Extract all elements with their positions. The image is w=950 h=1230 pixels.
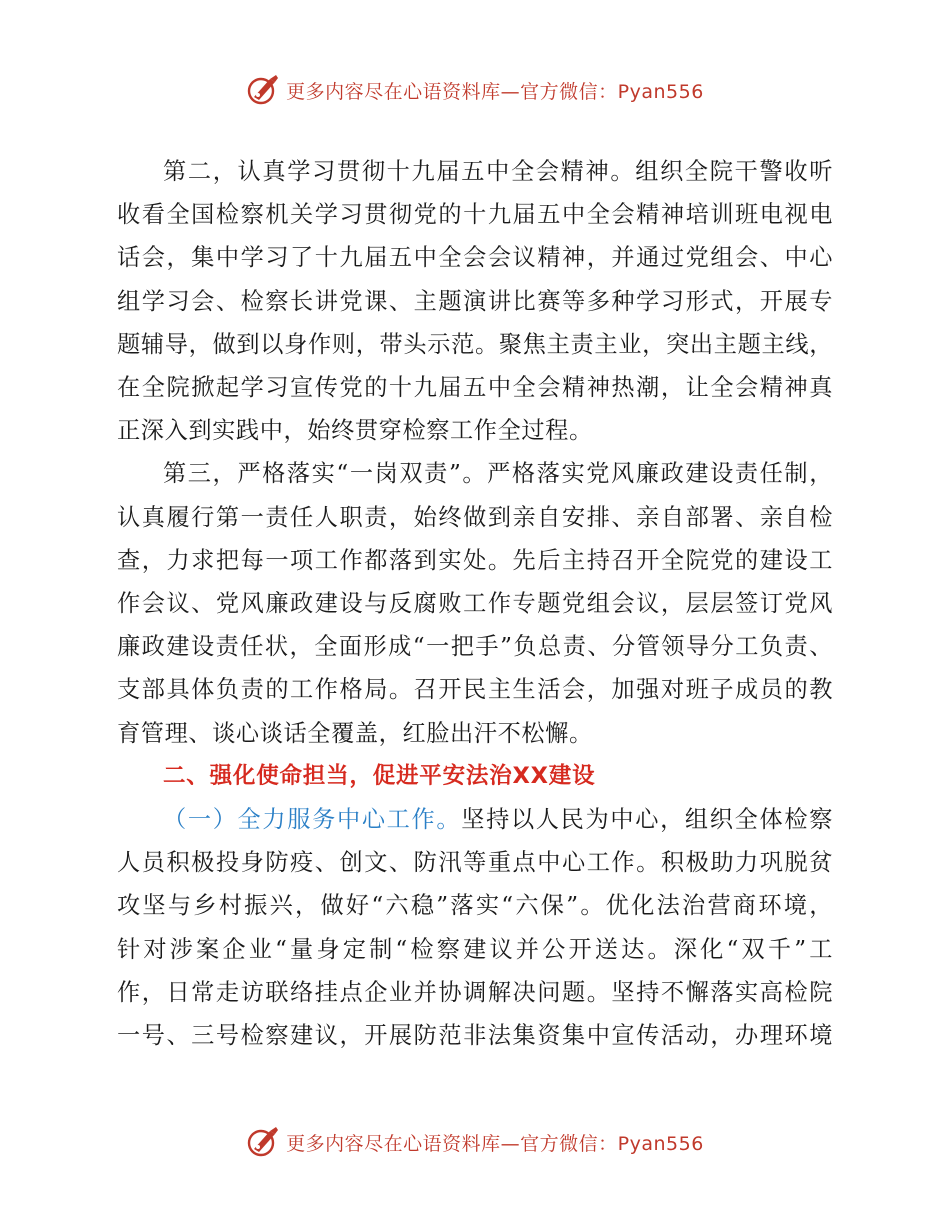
pen-logo-icon bbox=[246, 1125, 282, 1159]
text-line: 一号、三号检察建议，开展防范非法集资集中宣传活动，办理环境 bbox=[117, 1022, 833, 1050]
paragraph-second bbox=[117, 150, 833, 452]
text-line: 人员积极投身防疫、创文、防汛等重点中心工作。积极助力巩脱贫 bbox=[117, 849, 833, 877]
text-line: 第二，认真学习贯彻十九届五中全会精神。组织全院干警收听 bbox=[163, 158, 833, 185]
text-line: 廉政建设责任状，全面形成“一把手”负总责、分管领导分工负责、 bbox=[117, 633, 833, 661]
text-line: 话会，集中学习了十九届五中全会会议精神，并通过党组会、中心 bbox=[117, 244, 833, 272]
text-line: 查，力求把每一项工作都落到实处。先后主持召开全院党的建设工 bbox=[117, 546, 833, 574]
text-line: 针对涉案企业“量身定制“检察建议并公开送达。深化“双千”工 bbox=[117, 935, 833, 963]
document-body bbox=[117, 150, 833, 1057]
pen-logo-icon bbox=[246, 73, 282, 107]
text-line: 作，日常走访联络挂点企业并协调解决问题。坚持不懈落实高检院 bbox=[117, 978, 833, 1006]
subsection-title: （一）全力服务中心工作。 bbox=[163, 806, 462, 834]
text-line: 攻坚与乡村振兴，做好“六稳”落实“六保”。优化法治营商环境， bbox=[117, 892, 833, 920]
text-line: 认真履行第一责任人职责，始终做到亲自安排、亲自部署、亲自检 bbox=[117, 503, 833, 531]
paragraph-third bbox=[117, 452, 833, 754]
watermark-text: 更多内容尽在心语资料库—官方微信：Pyan556 bbox=[286, 1132, 704, 1155]
watermark-text: 更多内容尽在心语资料库—官方微信：Pyan556 bbox=[286, 80, 704, 103]
watermark-footer bbox=[0, 1122, 950, 1162]
text-line: 育管理、谈心谈话全覆盖，红脸出汗不松懈。 bbox=[117, 719, 593, 747]
text-line: 组学习会、检察长讲党课、主题演讲比赛等多种学习形式，开展专 bbox=[117, 287, 833, 315]
text-line: 支部具体负责的工作格局。召开民主生活会，加强对班子成员的教 bbox=[117, 676, 833, 704]
text-line: 正深入到实践中，始终贯穿检察工作全过程。 bbox=[117, 417, 593, 445]
text-fragment: 坚持以人民为中心，组织全体检察 bbox=[461, 806, 833, 834]
text-line-with-subheading bbox=[117, 798, 833, 841]
paragraph-subsection-one bbox=[117, 798, 833, 1057]
text-line: 第三，严格落实“一岗双责”。严格落实党风廉政建设责任制， bbox=[163, 460, 833, 488]
text-line: 在全院掀起学习宣传党的十九届五中全会精神热潮，让全会精神真 bbox=[117, 374, 833, 402]
watermark-header bbox=[0, 70, 950, 110]
text-line: 题辅导，做到以身作则，带头示范。聚焦主责主业，突出主题主线， bbox=[117, 330, 833, 358]
section-heading: 二、强化使命担当，促进平安法治XX建设 bbox=[163, 762, 596, 789]
text-line: 作会议、党风廉政建设与反腐败工作专题党组会议，层层签订党风 bbox=[117, 590, 833, 618]
text-line: 收看全国检察机关学习贯彻党的十九届五中全会精神培训班电视电 bbox=[117, 201, 833, 229]
